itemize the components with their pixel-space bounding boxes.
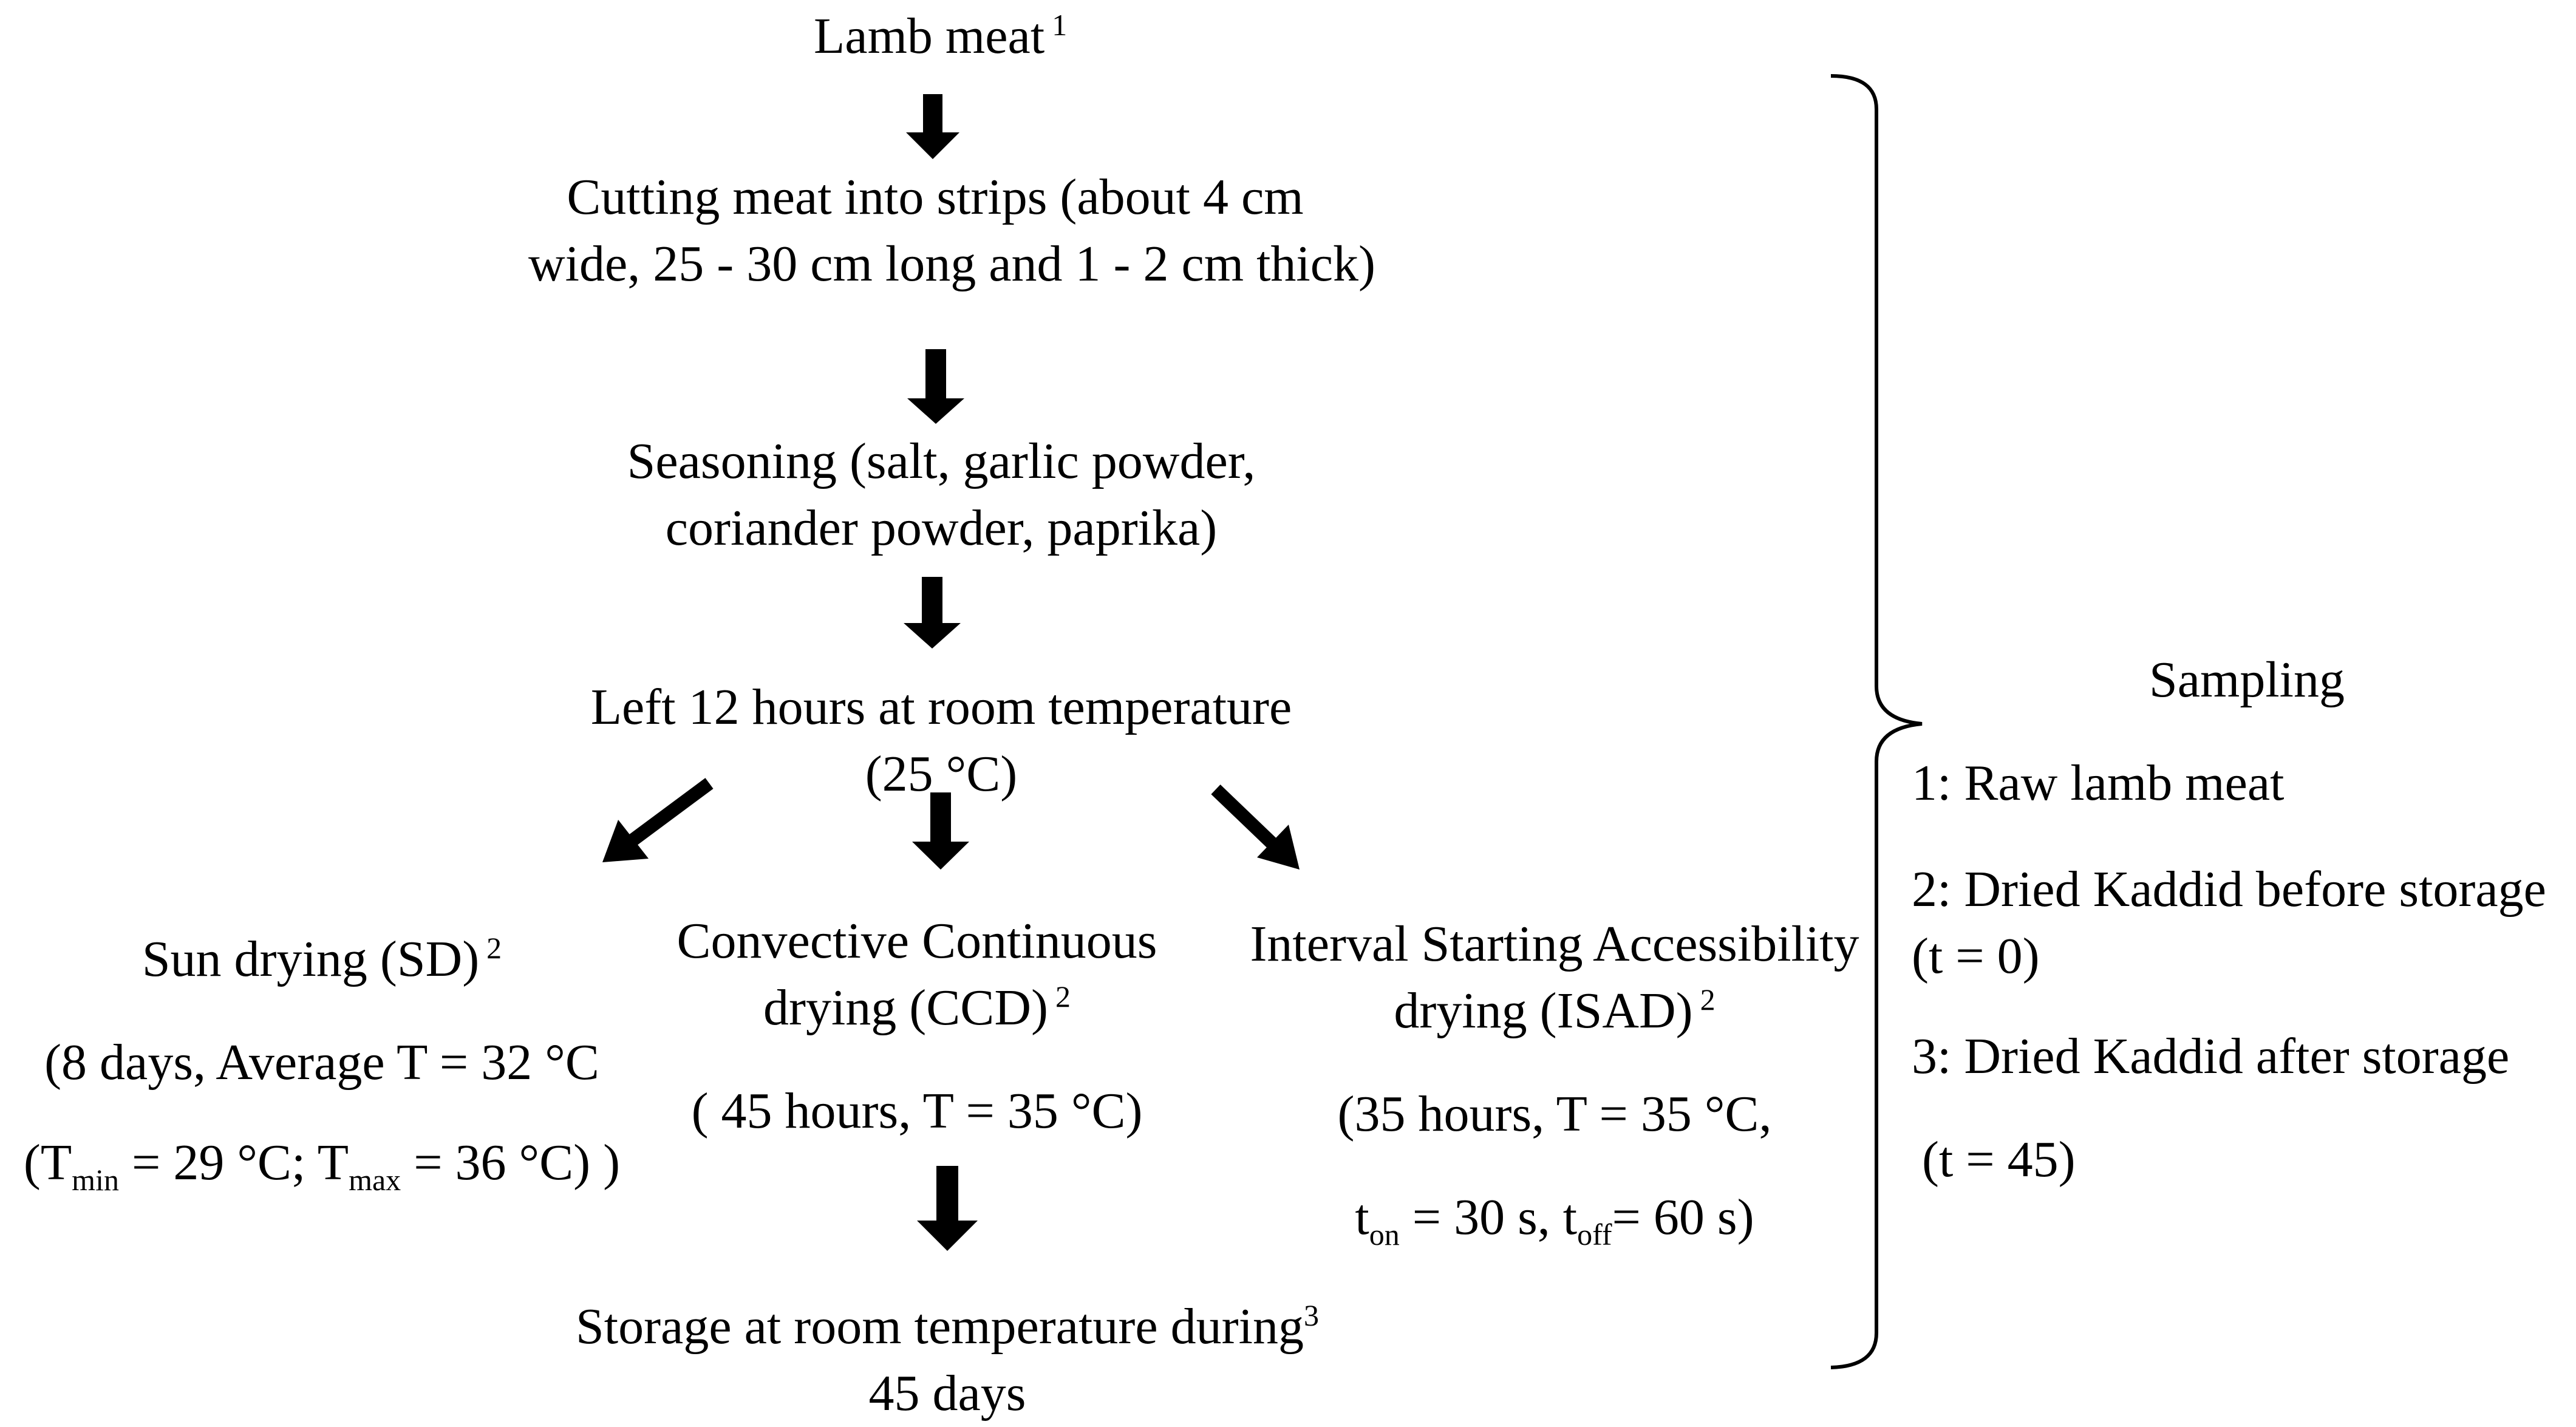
sampling-item-2-line-1: 2: Dried Kaddid before storage <box>1912 861 2546 918</box>
arrow-down-2 <box>907 349 964 424</box>
sd-footnote: 2 <box>486 931 502 965</box>
seasoning-step <box>607 428 1275 562</box>
sampling-item-2 <box>1912 856 2546 990</box>
rest-line-1: Left 12 hours at room temperature <box>590 679 1292 735</box>
lamb-meat-footnote: 1 <box>1052 8 1068 42</box>
seasoning-line-1: Seasoning (salt, garlic powder, <box>627 433 1256 489</box>
ccd-detail: ( 45 hours, T = 35 °C) <box>691 1083 1143 1139</box>
sun-drying-branch <box>0 926 644 993</box>
lamb-meat-label: Lamb meat <box>814 8 1045 64</box>
isad-detail-1: (35 hours, T = 35 °C, <box>1337 1086 1772 1142</box>
isad-line-2: drying (ISAD) <box>1394 983 1693 1039</box>
cutting-line-2: wide, 25 - 30 cm long and 1 - 2 cm thick) <box>528 236 1376 292</box>
ccd-line-2-row <box>625 975 1208 1041</box>
sd-detail-2: ($T_{min} = 29$ °C; $T_{max} = 36$ °C) ) <box>23 1134 621 1197</box>
sampling-item-1: 1: Raw lamb meat <box>1912 755 2285 811</box>
sampling-item-3: 3: Dried Kaddid after storage <box>1912 1028 2510 1085</box>
ccd-footnote: 2 <box>1055 979 1071 1013</box>
rest-line-2: (25 °C) <box>865 746 1018 802</box>
rest-step <box>547 674 1336 808</box>
isad-footnote: 2 <box>1700 983 1716 1017</box>
isad-detail-2: $t_{on} = 30$ s, $t_{off}= 60$ s) <box>1355 1189 1754 1252</box>
isad-branch <box>1221 911 1889 1044</box>
storage-line-2: 45 days <box>868 1365 1026 1422</box>
sampling-title: Sampling <box>2148 652 2345 708</box>
ccd-line-2: drying (CCD) <box>763 979 1048 1036</box>
cutting-step <box>528 164 1376 298</box>
sampling-item-2-line-2: (t = 0) <box>1912 928 2040 984</box>
isad-line-2-row <box>1221 978 1889 1044</box>
isad-line-1: Interval Starting Accessibility <box>1250 916 1859 972</box>
sd-detail-1: (8 days, Average T = 32 °C <box>44 1034 599 1091</box>
arrow-down-storage <box>917 1166 978 1251</box>
sampling-item-3-line-2: (t = 45) <box>1922 1131 2076 1188</box>
isad-ton-subscript: on <box>1369 1217 1400 1252</box>
arrow-down-3 <box>904 577 961 649</box>
ccd-branch <box>625 908 1208 1041</box>
storage-footnote: 3 <box>1303 1298 1319 1332</box>
sampling-brace <box>1831 76 1922 1367</box>
seasoning-line-2: coriander powder, paprika) <box>665 500 1218 556</box>
storage-line-1: Storage at room temperature during <box>576 1298 1304 1355</box>
storage-line-1-row <box>547 1293 1348 1360</box>
lamb-meat-step <box>814 3 1067 70</box>
sd-title-line <box>0 926 644 993</box>
arrow-down-1 <box>906 94 959 159</box>
isad-toff-subscript: off <box>1577 1217 1612 1252</box>
cutting-line-1: Cutting meat into strips (about 4 cm <box>567 169 1304 225</box>
sd-tmax-subscript: max <box>349 1162 401 1197</box>
sd-title: Sun drying (SD) <box>141 931 480 987</box>
ccd-line-1: Convective Continuous <box>676 913 1157 969</box>
sd-tmin-subscript: min <box>72 1162 119 1197</box>
storage-step <box>547 1293 1348 1427</box>
